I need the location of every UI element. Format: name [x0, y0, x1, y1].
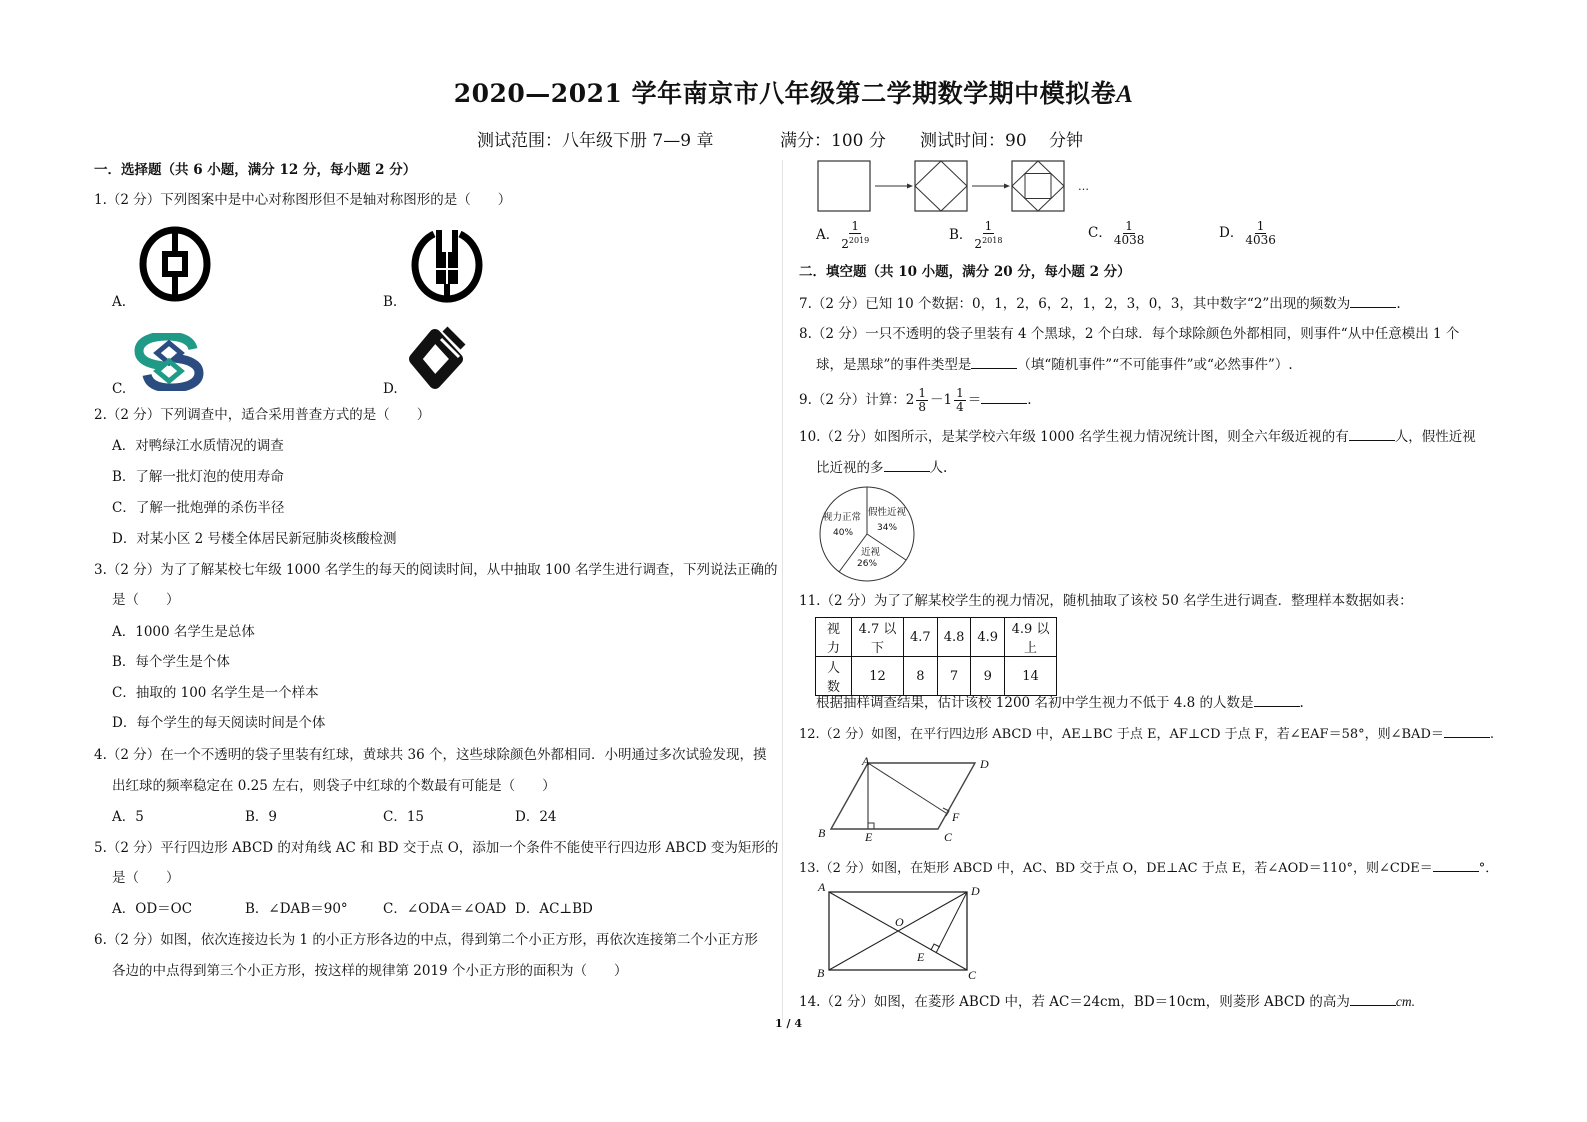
q11-vision-table	[815, 617, 1057, 696]
point-label-e: E	[917, 950, 925, 964]
pie-percent-myopia: 26%	[857, 559, 878, 569]
table-cell: 4.8	[937, 618, 971, 657]
point-label-o: O	[895, 915, 904, 929]
table-cell: 人数	[816, 657, 852, 696]
q3-option-d: D．每个学生的每天阅读时间是个体	[112, 715, 326, 731]
q5-option-b: B．∠DAB＝90°	[245, 901, 348, 917]
q4-option-d: D．24	[515, 809, 557, 825]
q1-option-a: A.	[112, 294, 127, 310]
q3-option-a: A．1000 名学生是总体	[112, 624, 255, 640]
q3-option-b: B．每个学生是个体	[112, 654, 230, 670]
q12-answer-blank[interactable]	[1444, 724, 1490, 738]
q14: 14.（2 分）如图，在菱形 ABCD 中，若 AC＝24cm，BD＝10cm，则菱形 ABCD 的高为 cm.	[799, 994, 1415, 1010]
q6-option-b: B． $\frac{1}{2^{2018}}$	[949, 219, 1003, 251]
table-cell: 4.7 以下	[852, 618, 904, 657]
q6-squares-figure	[815, 158, 1085, 220]
point-label-c: C	[968, 968, 977, 982]
q1-option-c: C.	[112, 381, 127, 397]
q10-answer-blank-2[interactable]	[884, 458, 930, 472]
table-cell: 4.7	[904, 618, 938, 657]
table-cell: 4.9	[971, 618, 1005, 657]
q2-option-d: D．对某小区 2 号楼全体居民新冠肺炎核酸检测	[112, 531, 397, 547]
q6-option-a: A． $\frac{1}{2^{2019}}$	[816, 219, 870, 251]
q10-answer-blank-1[interactable]	[1349, 427, 1395, 441]
title-text: 2020—2021 学年南京市八年级第二学期数学期中模拟卷	[453, 79, 1117, 108]
table-cell: 14	[1005, 657, 1057, 696]
q6-stem-line1: 6.（2 分）如图，依次连接边长为 1 的小正方形各边的中点，得到第二个小正方形，再依次连接第二个小正方形	[94, 932, 758, 948]
q4-stem-line1: 4.（2 分）在一个不透明的袋子里装有红球，黄球共 36 个，这些球除颜色外都相同．小明通过多次试验发现，摸	[94, 747, 767, 763]
q1-option-d: D.	[383, 381, 398, 397]
q3-stem-line1: 3.（2 分）为了了解某校七年级 1000 名学生的每天的阅读时间，从中抽取 100 名学生进行调查，下列说法正确的	[94, 562, 778, 578]
bank-of-china-logo-icon	[136, 225, 214, 307]
q2-option-b: B．了解一批灯泡的使用寿命	[112, 469, 284, 485]
q4-option-c: C．15	[383, 809, 425, 825]
pie-label-pseudo-myopia: 假性近视	[868, 507, 907, 518]
q10-pie-chart	[817, 484, 917, 584]
page-number: 1 / 4	[775, 1017, 802, 1030]
page-title	[0, 74, 1587, 110]
table-cell: 4.9 以上	[1005, 618, 1057, 657]
china-merchants-bank-logo-icon	[133, 333, 205, 395]
table-cell: 8	[904, 657, 938, 696]
q11-stem: 11.（2 分）为了了解某校学生的视力情况，随机抽取了该校 50 名学生进行调查．整理样本数据如表：	[799, 593, 1413, 609]
q2-option-c: C．了解一批炮弹的杀伤半径	[112, 500, 285, 516]
q1-stem: 1.（2 分）下列图案中是中心对称图形但不是轴对称图形的是（ ）	[94, 192, 512, 208]
q13: 13.（2 分）如图，在矩形 ABCD 中，AC、BD 交于点 O，DE⊥AC 于点 E，若∠AOD＝110°，则∠CDE＝ °．	[799, 858, 1498, 878]
q6-stem-line2: 各边的中点得到第三个小正方形，按这样的规律第 2019 个小正方形的面积为（ ）	[112, 963, 628, 979]
q8-answer-blank[interactable]	[971, 355, 1017, 369]
q5-stem-line1: 5.（2 分）平行四边形 ABCD 的对角线 AC 和 BD 交于点 O，添加一个条件不能使平行四边形 ABCD 变为矩形的	[94, 840, 779, 856]
point-label-f: F	[952, 810, 960, 824]
q5-option-c: C．∠ODA＝∠OAD	[383, 901, 507, 917]
q14-answer-blank[interactable]	[1350, 992, 1396, 1006]
q7: 7.（2 分）已知 10 个数据：0，1，2，6，2，1，2，3，0，3，其中数字“2”出现的频数为 .	[799, 296, 1401, 312]
pie-percent-normal: 40%	[833, 528, 854, 538]
point-label-d: D	[971, 884, 980, 898]
q5-stem-line2: 是（ ）	[112, 870, 180, 886]
q9: 9.（2 分）计算：2 $\frac{1}{8}$ －1 $\frac{1}{4}$ ＝ .	[799, 386, 1032, 414]
construction-bank-logo-icon	[405, 325, 475, 397]
pie-percent-pseudo-myopia: 34%	[877, 523, 898, 533]
q7-answer-blank[interactable]	[1350, 294, 1396, 308]
table-cell: 7	[937, 657, 971, 696]
q10-line2: 比近视的多 人.	[816, 460, 948, 476]
q10-line1: 10.（2 分）如图所示，是某学校六年级 1000 名学生视力情况统计图，则全六年级近视的有 人，假性近视	[799, 429, 1476, 445]
pie-label-normal: 视力正常	[823, 512, 862, 523]
q2-stem: 2.（2 分）下列调查中，适合采用普查方式的是（ ）	[94, 407, 431, 423]
section2-heading: 二．填空题（共 10 小题，满分 20 分，每小题 2 分）	[799, 264, 1131, 280]
table-cell: 视力	[816, 618, 852, 657]
q5-option-a: A．OD＝OC	[112, 901, 193, 917]
full-score: 满分：100 分	[780, 131, 886, 151]
table-row	[816, 657, 1057, 696]
q12-parallelogram-figure	[815, 752, 995, 847]
section1-heading: 一．选择题（共 6 小题，满分 12 分，每小题 2 分）	[94, 162, 417, 178]
q6-option-c: C． $\frac{1}{4038}$	[1088, 219, 1145, 247]
point-label-c: C	[944, 830, 953, 844]
point-label-b: B	[817, 966, 825, 980]
q13-answer-blank[interactable]	[1433, 858, 1479, 872]
q12: 12.（2 分）如图，在平行四边形 ABCD 中，AE⊥BC 于点 E，AF⊥CD 于点 F，若∠EAF＝58°，则∠BAD＝ .	[799, 724, 1494, 744]
q4-stem-line2: 出红球的频率稳定在 0.25 左右，则袋子中红球的个数最有可能是（ ）	[112, 778, 556, 794]
title-suffix: A	[1116, 81, 1134, 108]
q2-option-a: A．对鸭绿江水质情况的调查	[112, 438, 284, 454]
q6-ellipsis: …	[1078, 180, 1089, 193]
point-label-d: D	[980, 757, 989, 771]
point-label-b: B	[818, 826, 826, 840]
agricultural-bank-logo-icon	[408, 228, 486, 308]
column-divider	[782, 160, 783, 1020]
point-label-a: A	[818, 880, 826, 894]
q3-stem-line2: 是（ ）	[112, 592, 180, 608]
q13-rectangle-figure	[815, 880, 985, 985]
q1-option-b: B.	[383, 294, 398, 310]
q11-followup: 根据抽样调查结果，估计该校 1200 名初中学生视力不低于 4.8 的人数是 .	[816, 695, 1304, 711]
q4-option-b: B．9	[245, 809, 278, 825]
table-cell: 9	[971, 657, 1005, 696]
test-time: 测试时间：90 分钟	[920, 131, 1084, 151]
q6-option-d: D． $\frac{1}{4036}$	[1219, 219, 1276, 247]
table-row	[816, 618, 1057, 657]
pie-label-myopia: 近视	[861, 547, 881, 558]
q11-answer-blank[interactable]	[1254, 693, 1300, 707]
point-label-a: A	[862, 754, 870, 768]
q3-option-c: C．抽取的 100 名学生是一个样本	[112, 685, 319, 701]
q9-answer-blank[interactable]	[981, 390, 1027, 404]
q4-option-a: A．5	[112, 809, 144, 825]
q8-line1: 8.（2 分）一只不透明的袋子里装有 4 个黑球，2 个白球．每个球除颜色外都相同，则事件“从中任意模出 1 个	[799, 326, 1460, 342]
q8-line2: 球，是黑球”的事件类型是 （填“随机事件”“不可能事件”或“必然事件”）.	[816, 357, 1293, 373]
q5-option-d: D．AC⊥BD	[515, 901, 593, 917]
point-label-e: E	[865, 830, 873, 844]
table-cell: 12	[852, 657, 904, 696]
test-scope: 测试范围：八年级下册 7—9 章	[477, 131, 714, 151]
